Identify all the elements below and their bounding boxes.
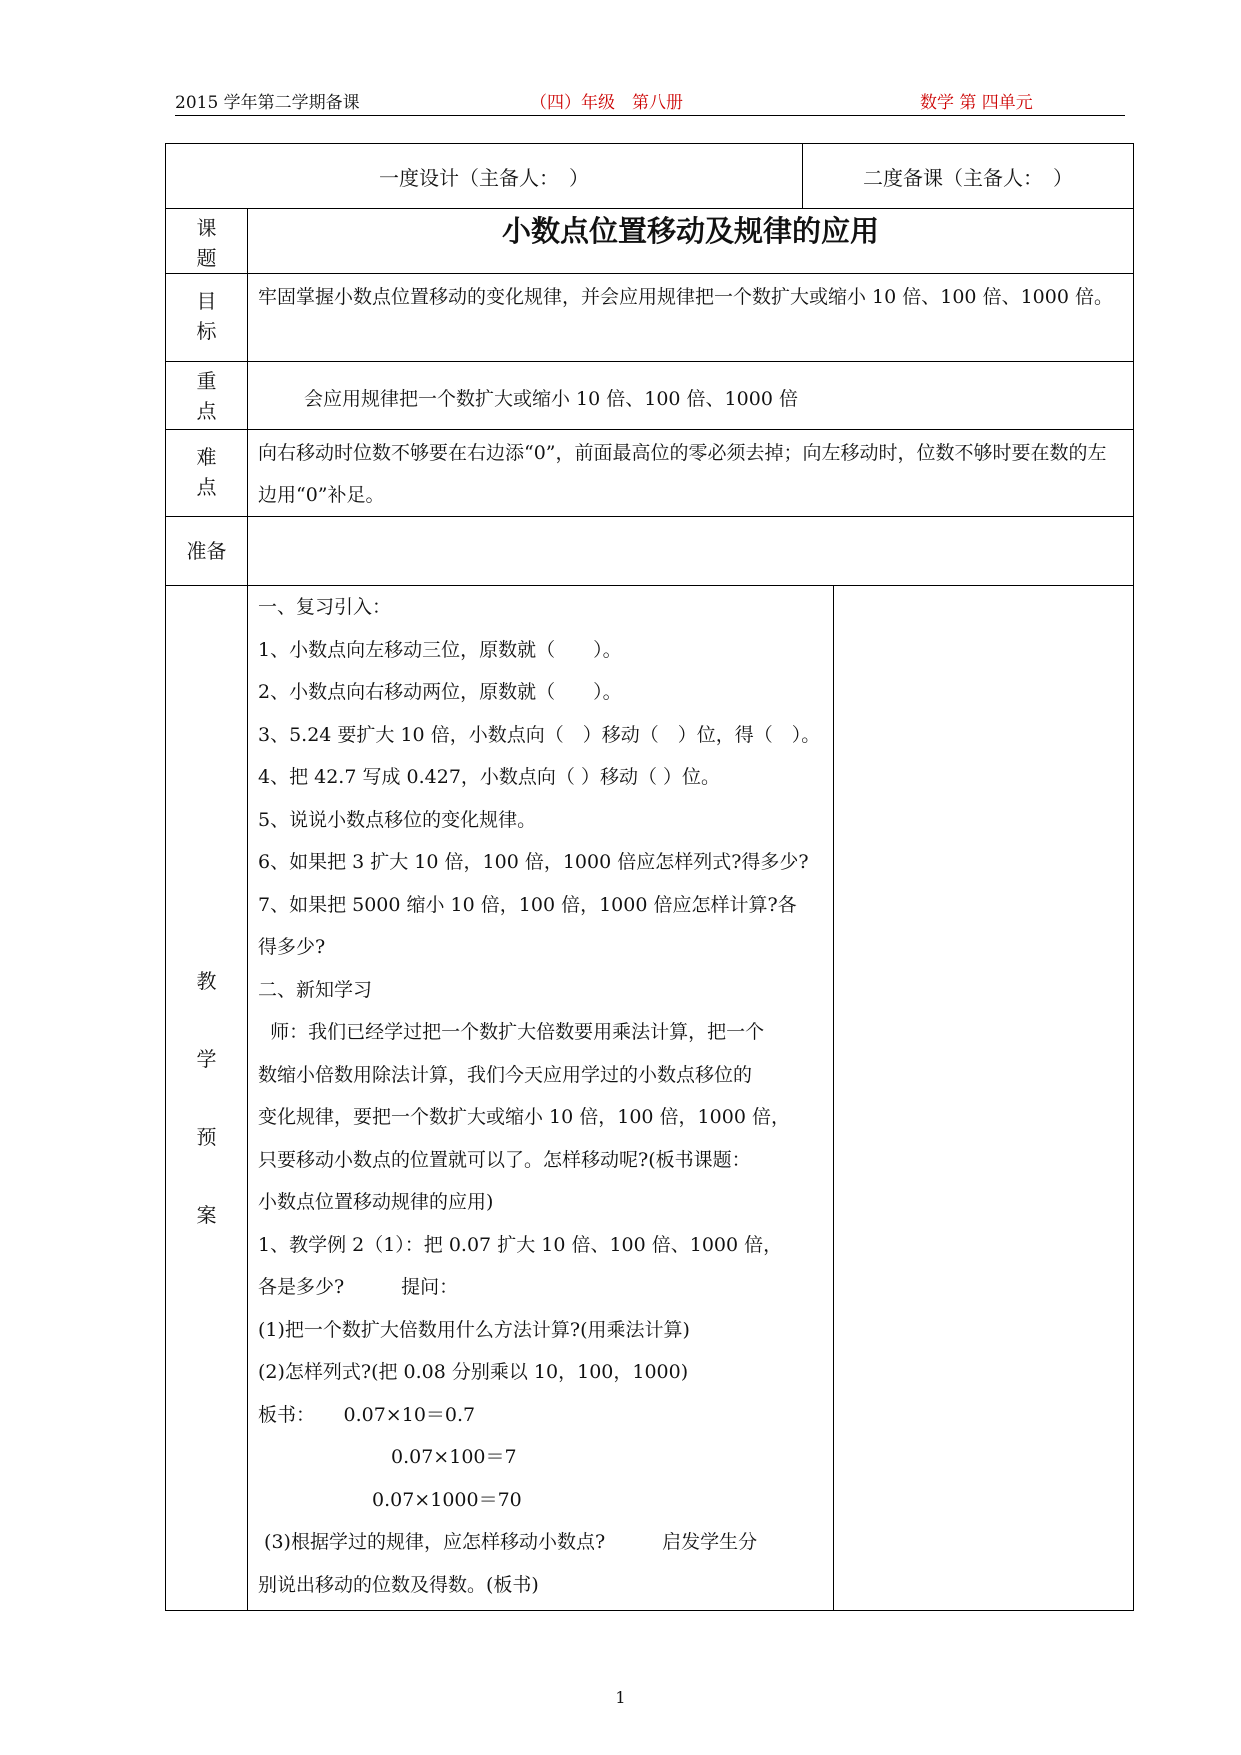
prep-text	[248, 517, 1134, 586]
goal-row	[166, 274, 1134, 362]
teaching-line: 1、小数点向左移动三位，原数就（ ）。	[258, 638, 622, 661]
topic-title: 小数点位置移动及规律的应用	[248, 209, 1134, 274]
teaching-line: (1)把一个数扩大倍数用什么方法计算?(用乘法计算)	[258, 1318, 690, 1341]
teaching-label-char: 案	[196, 1203, 217, 1227]
teaching-line: 数缩小倍数用除法计算，我们今天应用学过的小数点移位的	[258, 1063, 753, 1086]
teaching-line: 一、复习引入：	[258, 596, 392, 618]
first-design-cell: 一度设计（主备人： ）	[166, 144, 803, 209]
difficulty-text: 向右移动时位数不够要在右边添“0”，前面最高位的零必须去掉；向左移动时，位数不够时要在数的左边用“0”补足。	[248, 430, 1134, 517]
topic-label-text: 课题	[196, 216, 217, 270]
teaching-line: 只要移动小数点的位置就可以了。怎样移动呢?(板书课题：	[258, 1148, 751, 1171]
goal-label	[166, 274, 248, 362]
teaching-line: 2、小数点向右移动两位，原数就（ ）。	[258, 681, 622, 703]
teaching-line: 5、说说小数点移位的变化规律。	[258, 808, 537, 831]
teaching-line: 7、如果把 5000 缩小 10 倍，100 倍，1000 倍应怎样计算?各	[258, 893, 797, 916]
header-center: （四）年级 第八册	[530, 93, 683, 113]
teaching-line: 小数点位置移动规律的应用)	[258, 1191, 494, 1213]
teaching-line: (2)怎样列式?(把 0.08 分别乘以 10，100，1000)	[258, 1361, 689, 1383]
teaching-line: (3)根据学过的规律，应怎样移动小数点? 启发学生分	[258, 1531, 758, 1553]
header-right: 数学 第 四单元	[920, 93, 1033, 113]
second-design-cell: 二度备课（主备人： ）	[803, 144, 1134, 209]
teaching-label	[166, 586, 248, 1611]
teaching-label-char: 教	[196, 969, 217, 993]
teaching-line: 各是多少? 提问：	[258, 1276, 459, 1298]
key-label	[166, 362, 248, 430]
prep-row	[166, 517, 1134, 586]
teaching-lines	[258, 586, 827, 1606]
topic-label	[166, 209, 248, 274]
design-row	[166, 144, 1134, 209]
header-rule	[175, 115, 1125, 116]
teaching-line: 变化规律，要把一个数扩大或缩小 10 倍，100 倍，1000 倍，	[258, 1106, 790, 1128]
teaching-line: 二、新知学习	[258, 978, 373, 1001]
page-number: 1	[615, 1688, 626, 1707]
difficulty-row	[166, 430, 1134, 517]
teaching-label-char: 学	[196, 1047, 217, 1071]
teaching-label-chars	[166, 942, 247, 1254]
teaching-content	[248, 586, 834, 1611]
difficulty-label	[166, 430, 248, 517]
teaching-line: 师：我们已经学过把一个数扩大倍数要用乘法计算，把一个	[258, 1021, 765, 1043]
teaching-line: 别说出移动的位数及得数。(板书)	[258, 1573, 539, 1596]
second-prep-notes	[834, 586, 1134, 1611]
teaching-line: 1、教学例 2（1）：把 0.07 扩大 10 倍、100 倍、1000 倍，	[258, 1233, 783, 1256]
teaching-line: 得多少?	[258, 936, 326, 958]
teaching-line: 0.07×100＝7	[258, 1446, 517, 1468]
difficulty-label-text: 难点	[196, 445, 217, 499]
key-label-text: 重点	[196, 369, 217, 423]
header-left: 2015 学年第二学期备课	[175, 93, 360, 113]
teaching-line: 板书： 0.07×10＝0.7	[258, 1403, 476, 1426]
topic-row	[166, 209, 1134, 274]
key-row	[166, 362, 1134, 430]
lesson-plan-table	[165, 143, 1134, 1611]
teaching-label-char: 预	[196, 1125, 217, 1149]
prep-label: 准备	[166, 517, 248, 586]
teaching-row	[166, 586, 1134, 1611]
teaching-line: 6、如果把 3 扩大 10 倍，100 倍，1000 倍应怎样列式?得多少?	[258, 851, 809, 873]
teaching-line: 4、把 42.7 写成 0.427，小数点向（ ）移动（ ）位。	[258, 766, 720, 788]
teaching-line: 3、5.24 要扩大 10 倍，小数点向（ ）移动（ ）位，得（ ）。	[258, 723, 821, 746]
key-text: 会应用规律把一个数扩大或缩小 10 倍、100 倍、1000 倍	[248, 362, 1134, 430]
goal-text: 牢固掌握小数点位置移动的变化规律，并会应用规律把一个数扩大或缩小 10 倍、100 倍、1000 倍。	[248, 274, 1134, 362]
goal-label-text: 目标	[196, 289, 217, 343]
teaching-line: 0.07×1000＝70	[258, 1488, 522, 1511]
